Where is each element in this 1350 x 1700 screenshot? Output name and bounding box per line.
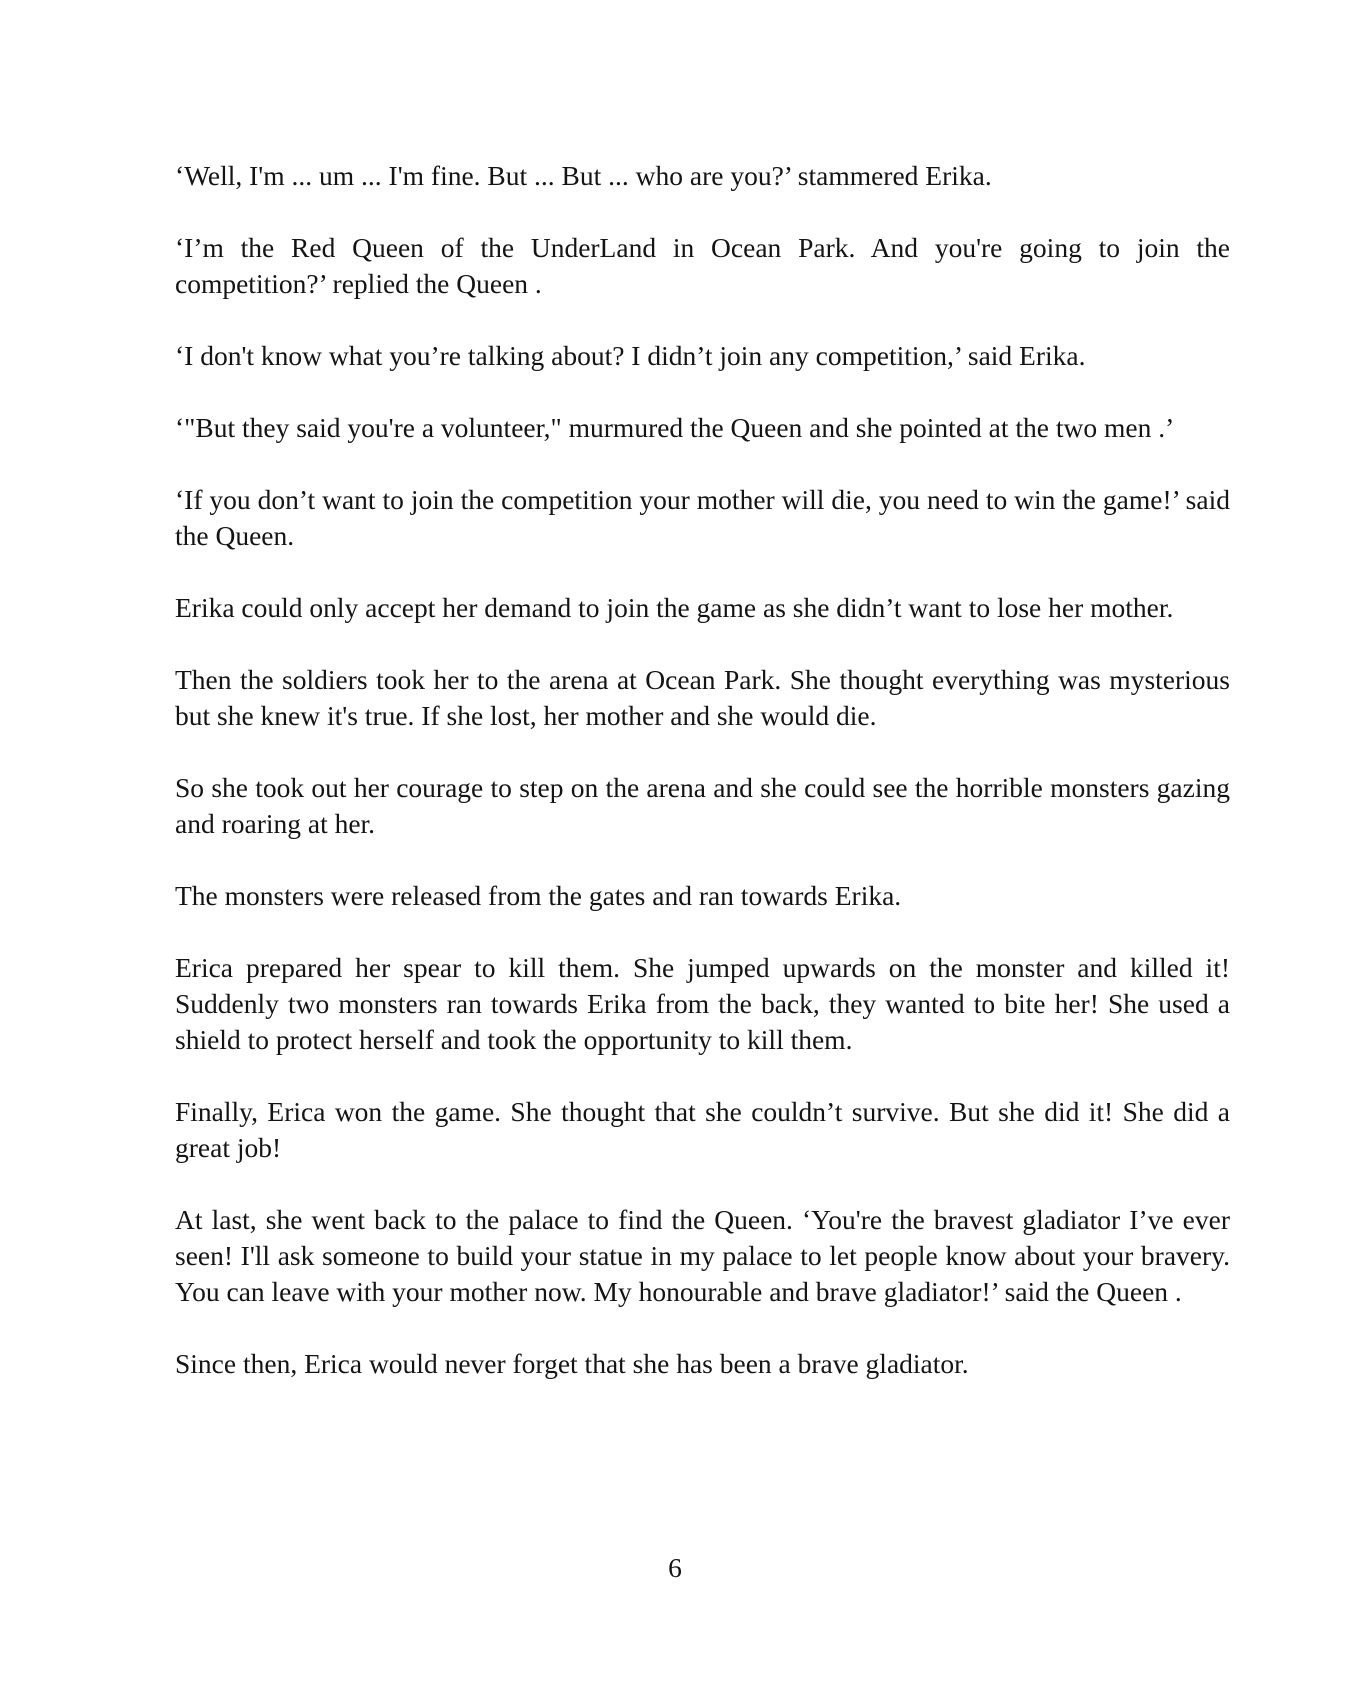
paragraph-6: Erika could only accept her demand to join the game as she didn’t want to lose her mother.: [175, 592, 1174, 623]
paragraph-5: ‘If you don’t want to join the competition your mother will die, you need to win the game!’ said the Queen.: [175, 484, 1230, 551]
paragraph-13: Since then, Erica would never forget that she has been a brave gladiator.: [175, 1348, 969, 1379]
paragraph-11: Finally, Erica won the game. She thought that she couldn’t survive. But she did it! She did a great job!: [175, 1096, 1230, 1163]
paragraph-10: Erica prepared her spear to kill them. She jumped upwards on the monster and killed it! Suddenly two monsters ran towards Erika from the back, they wanted to bite her! She used a shield to protect herself and took the opportunity to kill them.: [175, 952, 1230, 1055]
paragraph-8: So she took out her courage to step on the arena and she could see the horrible monsters gazing and roaring at her.: [175, 772, 1230, 839]
story-body: [175, 158, 1230, 1418]
paragraph-2: ‘I’m the Red Queen of the UnderLand in Ocean Park. And you're going to join the competition?’ replied the Queen .: [175, 232, 1230, 299]
paragraph-12: At last, she went back to the palace to find the Queen. ‘You're the bravest gladiator I’ve ever seen! I'll ask someone to build your statue in my palace to let people know about your bravery. You can leave with your mother now. My honourable and brave gladiator!’ said the Queen .: [175, 1204, 1230, 1307]
paragraph-1: ‘Well, I'm ... um ... I'm fine. But ... But ... who are you?’ stammered Erika.: [175, 160, 992, 191]
paragraph-7: Then the soldiers took her to the arena at Ocean Park. She thought everything was mysterious but she knew it's true. If she lost, her mother and she would die.: [175, 664, 1230, 731]
paragraph-3: ‘I don't know what you’re talking about? I didn’t join any competition,’ said Erika.: [175, 340, 1086, 371]
paragraph-4: ‘"But they said you're a volunteer," murmured the Queen and she pointed at the two men .’: [175, 412, 1175, 443]
page-number: 6: [668, 1552, 682, 1583]
paragraph-9: The monsters were released from the gates and ran towards Erika.: [175, 880, 902, 911]
